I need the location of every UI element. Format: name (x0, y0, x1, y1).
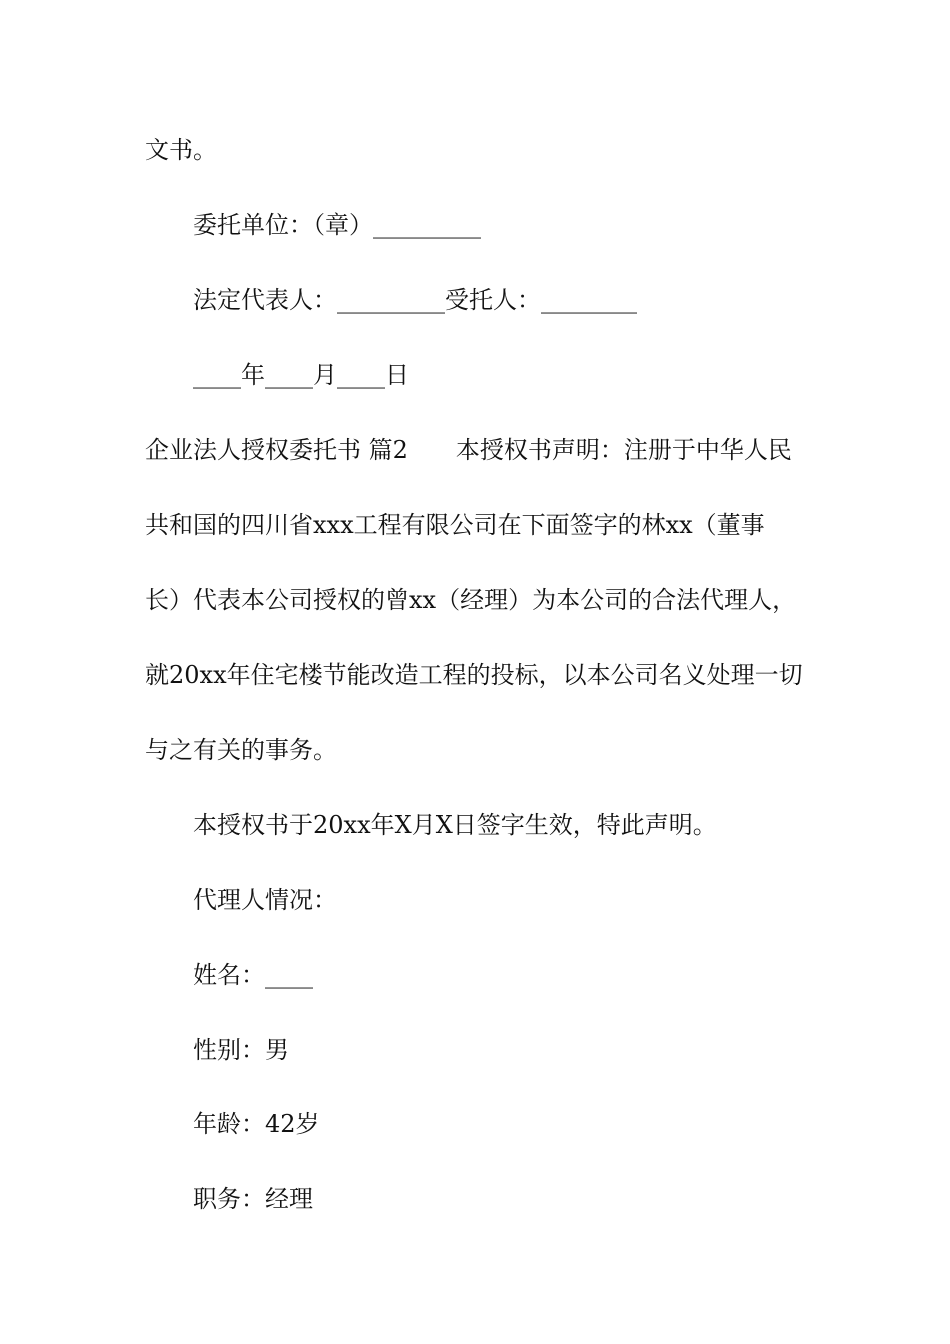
text-line-body: 与之有关的事务。 (145, 736, 337, 764)
text-line-section-heading: 企业法人授权委托书 篇2 本授权书声明：注册于中华人民 (145, 436, 792, 464)
text-line-body: 共和国的四川省xxx工程有限公司在下面签字的林xx（董事 (145, 511, 765, 539)
text-line-effective-date: 本授权书于20xx年X月X日签字生效，特此声明。 (193, 811, 717, 839)
text-line-body: 就20xx年住宅楼节能改造工程的投标，以本公司名义处理一切 (145, 661, 803, 689)
text-line-legal-representative: 法定代表人：_________受托人：________ (193, 286, 637, 314)
text-line-body: 长）代表本公司授权的曾xx（经理）为本公司的合法代理人， (145, 586, 797, 614)
text-line-agent-age: 年龄：42岁 (193, 1110, 320, 1138)
text-line-agent-position: 职务：经理 (193, 1185, 313, 1213)
text-line-entrusting-unit: 委托单位：（章）_________ (193, 211, 481, 239)
text-line-agent-gender: 性别：男 (193, 1036, 289, 1064)
text-line-agent-name: 姓名：____ (193, 961, 313, 989)
text-line-date-blank: ____年____月____日 (193, 361, 409, 389)
text-line-continuation: 文书。 (145, 136, 217, 164)
text-line-agent-info-heading: 代理人情况： (193, 886, 337, 914)
